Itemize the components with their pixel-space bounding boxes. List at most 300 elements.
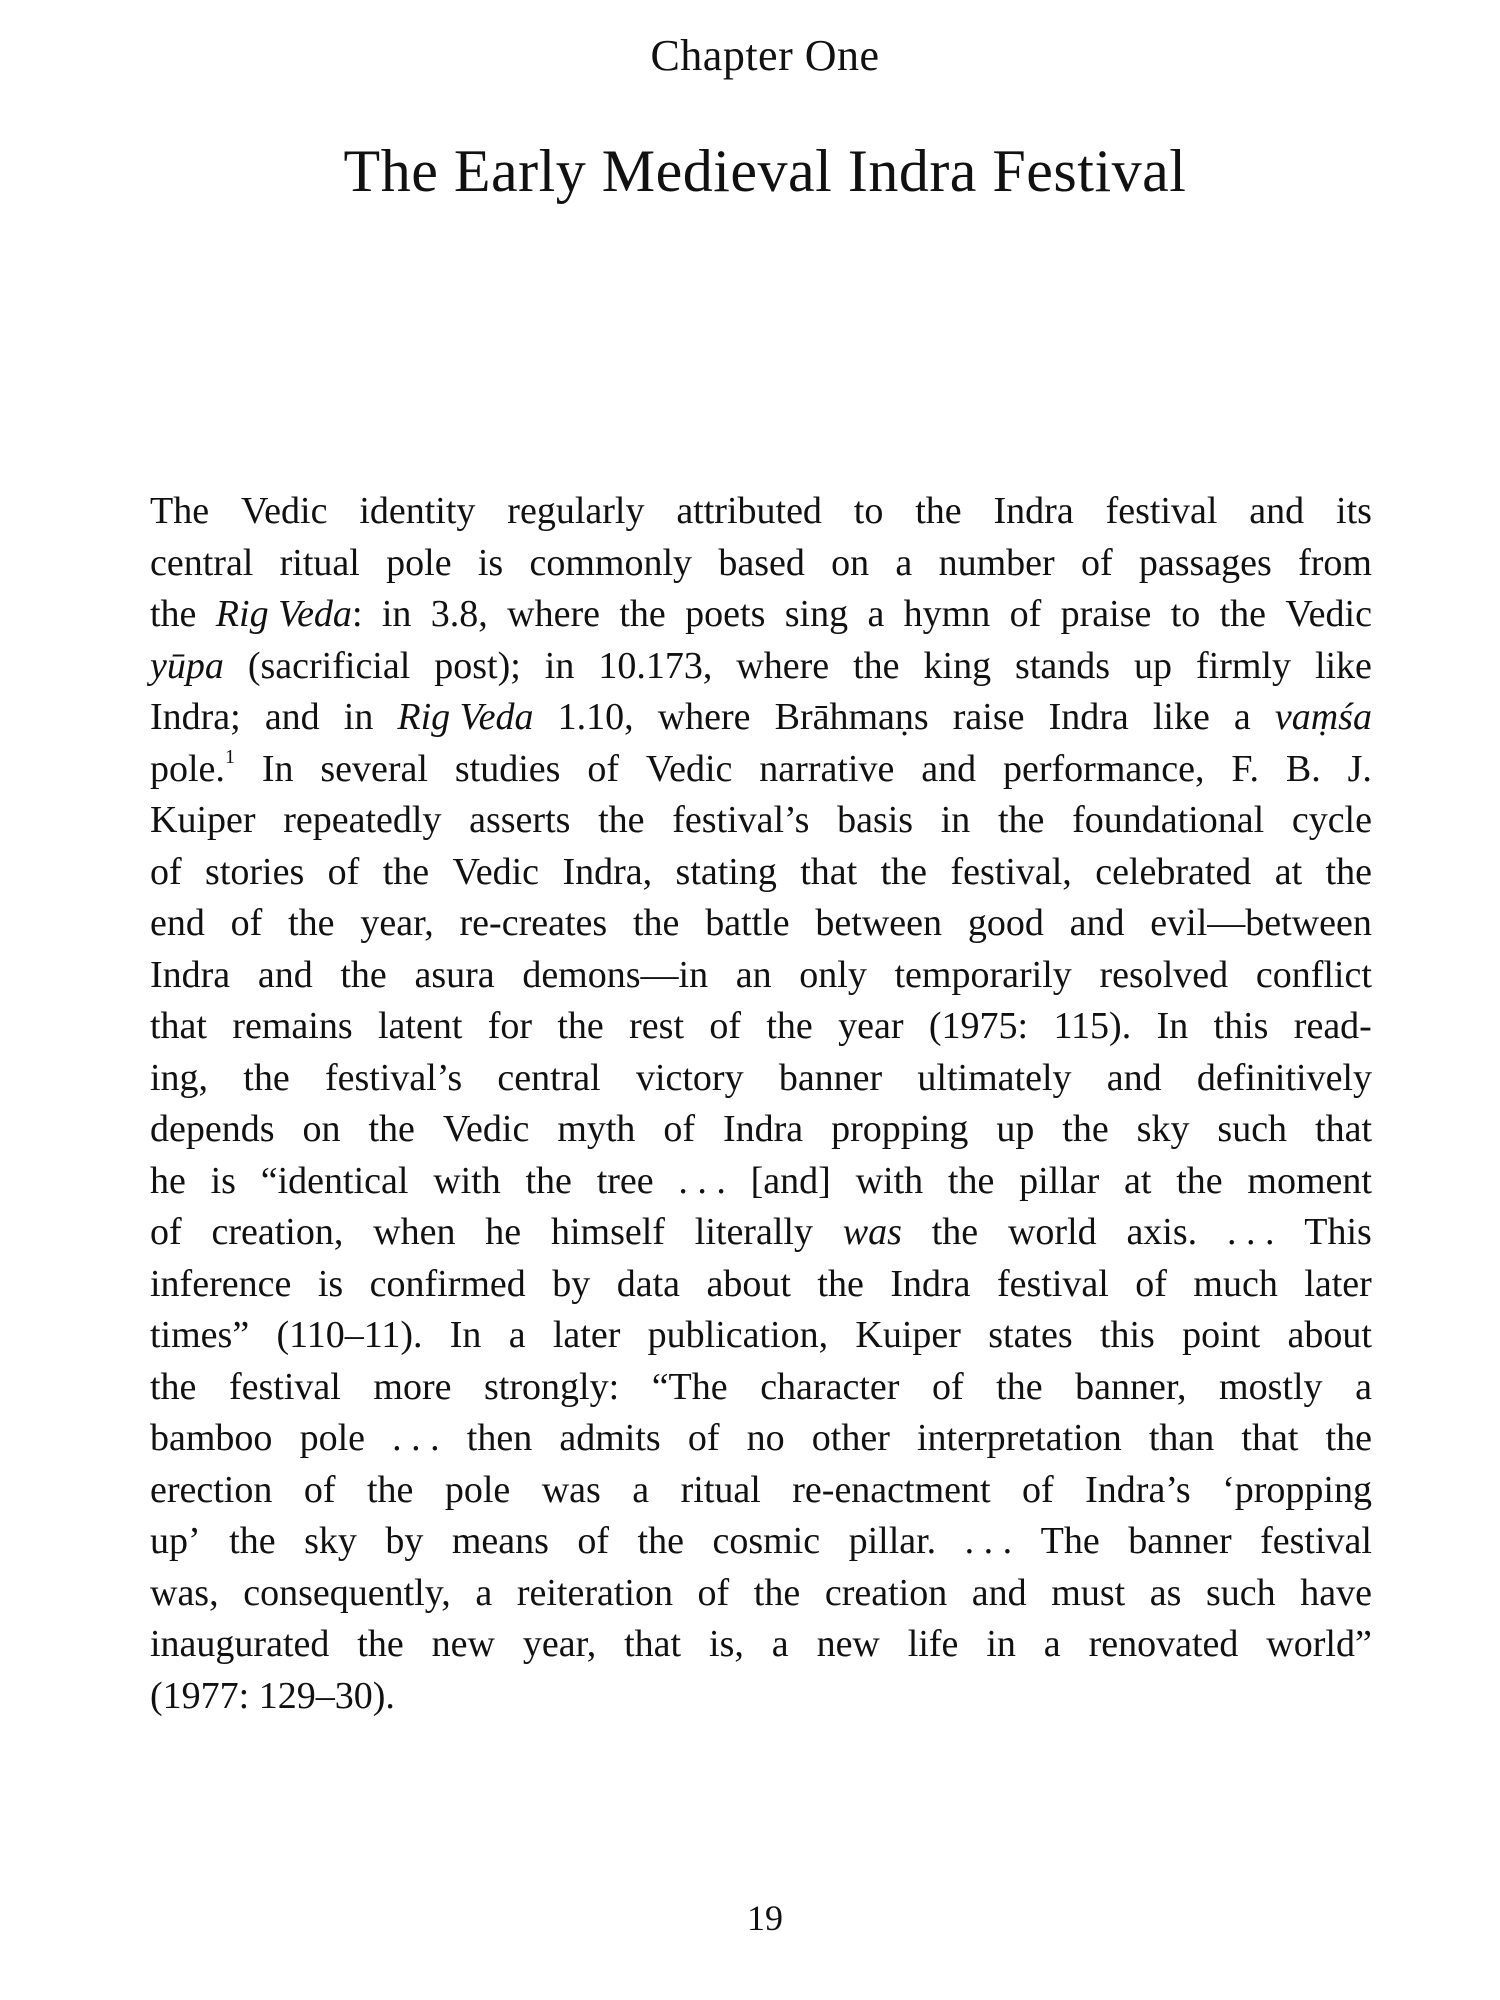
word: of [1135, 1262, 1167, 1305]
word: festival [1105, 490, 1218, 532]
word: the [243, 1056, 290, 1099]
word: that [800, 850, 858, 893]
word: J. [1347, 747, 1372, 790]
word: and [257, 953, 313, 996]
word: later [552, 1314, 621, 1356]
chapter-title: The Early Medieval Indra Festival [343, 138, 1187, 204]
word: studies [454, 747, 561, 790]
word: Indra [723, 1108, 804, 1150]
word: Kuiper [855, 1314, 961, 1356]
word: [and] [750, 1159, 831, 1202]
word: was [541, 1468, 601, 1511]
word: B. [1285, 747, 1321, 790]
word: the [632, 902, 680, 944]
word: 1.10, [557, 696, 634, 738]
word: means [451, 1520, 549, 1562]
word: other [811, 1417, 890, 1459]
word: more [373, 1365, 452, 1408]
word: Vedic [645, 747, 733, 790]
word: the [366, 1468, 414, 1511]
text-line [150, 641, 1372, 693]
word: Vedic [240, 490, 328, 532]
word: states [988, 1314, 1073, 1356]
text-line [150, 1413, 1372, 1465]
word: festival, [950, 850, 1072, 893]
word: The [1040, 1520, 1100, 1562]
word: yūpa [150, 644, 224, 687]
word: Indra; [150, 696, 241, 738]
word: raise [952, 696, 1025, 738]
footnote-reference[interactable]: 1 [224, 745, 235, 768]
word: publication, [647, 1314, 829, 1356]
text-line [150, 1568, 1372, 1620]
word: in [381, 593, 412, 635]
word: and [1106, 1056, 1162, 1099]
word: new [431, 1623, 495, 1665]
word: the [1219, 593, 1267, 635]
word: of [663, 1108, 696, 1150]
word: then [466, 1417, 533, 1459]
word: a [508, 1314, 526, 1356]
word: and [921, 747, 977, 790]
word: myth [557, 1108, 636, 1150]
word: of [687, 1417, 720, 1459]
word: must [1051, 1571, 1126, 1614]
word: like [1152, 696, 1210, 738]
word: creation [824, 1571, 948, 1614]
word: is, [709, 1623, 744, 1665]
word: conflict [1255, 953, 1372, 996]
word: year [838, 1005, 904, 1047]
word: of [150, 1211, 182, 1253]
word: . . . [964, 1520, 1013, 1562]
text-line [150, 589, 1372, 641]
word: ritual [279, 541, 360, 584]
word: the [557, 1005, 604, 1047]
word: demons—in [522, 953, 709, 996]
body-paragraph [150, 486, 1372, 1722]
word: “identical [260, 1159, 409, 1202]
word: consequently, [243, 1571, 451, 1614]
word: (1975: [928, 1005, 1029, 1047]
word: pillar. [848, 1520, 937, 1562]
word: of [327, 850, 360, 893]
word: reiteration [516, 1571, 673, 1614]
text-line [150, 486, 1372, 538]
word: the [382, 850, 430, 893]
word: festival [996, 1262, 1109, 1305]
word: foundational [1072, 799, 1265, 841]
word: no [746, 1417, 785, 1459]
word: . . . [392, 1417, 440, 1459]
word: life [907, 1623, 959, 1665]
word: erection [150, 1468, 273, 1511]
word: 3.8, [430, 593, 488, 635]
word: and [264, 696, 320, 738]
word: the [150, 593, 197, 635]
word: Brāhmaṇs [774, 696, 929, 738]
word: asserts [469, 799, 571, 841]
word: festival’s [672, 799, 810, 841]
word: between [815, 902, 943, 944]
word: the [880, 850, 928, 893]
text-line [150, 847, 1372, 899]
word: mostly [1219, 1365, 1323, 1408]
word: re-enactment [792, 1468, 991, 1511]
word: a [1043, 1623, 1061, 1665]
word: poets [685, 593, 766, 635]
word: of [697, 1571, 730, 1614]
word: The [150, 490, 210, 532]
word: was, [150, 1571, 219, 1614]
word: bamboo [150, 1417, 273, 1459]
text-line [150, 692, 1372, 744]
word: is [210, 1159, 236, 1202]
word: that [1241, 1417, 1299, 1459]
word: basis [837, 799, 914, 841]
word: Indra’s [1085, 1468, 1191, 1511]
word: banner [1128, 1520, 1232, 1562]
word: resolved [1099, 953, 1229, 996]
word: Kuiper [150, 799, 256, 841]
word: asura [414, 953, 495, 996]
word: later [1304, 1262, 1372, 1305]
word: literally [694, 1211, 813, 1253]
word: only [799, 953, 867, 996]
word: central [497, 1056, 601, 1099]
word: cycle [1291, 799, 1372, 841]
word: attributed [676, 490, 822, 532]
word: passages [1138, 541, 1272, 584]
word: tree [596, 1159, 654, 1202]
text-line [150, 1207, 1372, 1259]
word: pole [444, 1468, 511, 1511]
word: the [1062, 1108, 1109, 1150]
word: of [1009, 593, 1042, 635]
word: of [1080, 541, 1113, 584]
word: banner [778, 1056, 883, 1099]
word: stands [1015, 644, 1111, 687]
word: pole.$^1$ [150, 745, 235, 790]
word: the [931, 1211, 979, 1253]
word: the [996, 1365, 1043, 1408]
word: with [433, 1159, 501, 1202]
word: Indra [993, 490, 1074, 532]
word: of [150, 850, 182, 893]
word: in [940, 799, 971, 841]
text-line [150, 1619, 1372, 1671]
word: data [616, 1262, 681, 1305]
word: a [632, 1468, 650, 1511]
word: for [487, 1005, 533, 1047]
word: pillar [1019, 1159, 1100, 1202]
word: in [544, 644, 575, 687]
word: world” [1266, 1623, 1372, 1665]
word: Vedic [442, 1108, 530, 1150]
word: In [449, 1314, 482, 1356]
word: confirmed [369, 1262, 526, 1305]
word: like [1314, 644, 1372, 687]
word: (sacrificial [247, 644, 411, 687]
word: the [368, 1108, 415, 1150]
word: central [150, 541, 254, 584]
word: where [507, 593, 600, 635]
word: vaṃśa [1274, 696, 1372, 738]
word: festival’s [324, 1056, 463, 1099]
word: on [831, 541, 870, 584]
word: (1977: 129–30). [150, 1674, 395, 1717]
word: he [150, 1159, 186, 1202]
word: Indra [1048, 696, 1129, 738]
word: Rig Veda [397, 696, 534, 738]
word: inference [150, 1262, 292, 1305]
word: firmly [1195, 644, 1291, 687]
word: Indra [150, 953, 231, 996]
word: F. [1231, 747, 1259, 790]
word: that [150, 1005, 207, 1047]
word: the [947, 1159, 995, 1202]
word: a [895, 541, 913, 584]
word: up’ [150, 1520, 201, 1562]
word: battle [705, 902, 790, 944]
word: based [718, 541, 805, 584]
word: the [915, 490, 962, 532]
page-number: 19 [747, 1898, 783, 1938]
word: of [931, 1365, 964, 1408]
word: remains [232, 1005, 353, 1047]
word: that [624, 1623, 682, 1665]
word: and [1249, 490, 1305, 532]
word: the [1325, 1417, 1372, 1459]
word: where [657, 696, 751, 738]
word: good [967, 902, 1044, 944]
word: times” [150, 1314, 250, 1356]
word: cosmic [712, 1520, 821, 1562]
word: number [938, 541, 1055, 584]
word: the [288, 902, 335, 944]
text-line [150, 744, 1372, 796]
word: and [1069, 902, 1125, 944]
word: definitively [1196, 1056, 1372, 1099]
word: a [1233, 696, 1251, 738]
text-line [150, 1671, 1372, 1723]
word: this [1213, 1005, 1269, 1047]
word: a [867, 593, 885, 635]
text-line [150, 1104, 1372, 1156]
word: world [1007, 1211, 1097, 1253]
word: 10.173, [598, 644, 713, 687]
word: the [753, 1571, 801, 1614]
word: 115). [1053, 1005, 1132, 1047]
word: pole [299, 1417, 366, 1459]
word: that [1315, 1108, 1372, 1150]
word: as [1149, 1571, 1182, 1614]
word: praise [1060, 593, 1152, 635]
word: was [842, 1211, 902, 1253]
word: the [357, 1623, 404, 1665]
word: ultimately [917, 1056, 1072, 1099]
word: a [475, 1571, 493, 1614]
word: regularly [507, 490, 645, 532]
word: narrative [759, 747, 895, 790]
word: at [1124, 1159, 1152, 1202]
text-line [150, 1310, 1372, 1362]
word: the [150, 1365, 197, 1408]
word: the [619, 593, 666, 635]
word: depends [150, 1108, 275, 1150]
word: Vedic [452, 850, 540, 893]
word: a [1355, 1365, 1372, 1408]
word: himself [550, 1211, 665, 1253]
word: the [766, 1005, 813, 1047]
word: commonly [529, 541, 693, 584]
word: temporarily [894, 953, 1072, 996]
word: where [736, 644, 830, 687]
word: than [1148, 1417, 1215, 1459]
word: when [373, 1211, 456, 1253]
word: Rig Veda: [215, 593, 363, 635]
word: an [735, 953, 772, 996]
word: banner, [1075, 1365, 1187, 1408]
word: the [229, 1520, 276, 1562]
text-line [150, 1362, 1372, 1414]
word: . . . [678, 1159, 726, 1202]
word: is [477, 541, 504, 584]
word: ing, [150, 1056, 209, 1099]
word: and [971, 1571, 1027, 1614]
word: in [986, 1623, 1016, 1665]
word: (110–11). [276, 1314, 423, 1356]
word: strongly: [484, 1365, 620, 1408]
word: on [302, 1108, 341, 1150]
text-line [150, 1001, 1372, 1053]
word: the [1325, 850, 1372, 893]
word: the [637, 1520, 684, 1562]
word: year, [522, 1623, 597, 1665]
word: such [1206, 1571, 1276, 1614]
word: the [525, 1159, 572, 1202]
word: In [261, 747, 294, 790]
word: ‘propping [1222, 1468, 1372, 1511]
text-line [150, 1516, 1372, 1568]
text-line [150, 1156, 1372, 1208]
word: stories [205, 850, 305, 893]
word: the [853, 644, 900, 687]
word: pole [386, 541, 452, 584]
word: sky [1136, 1108, 1190, 1150]
word: festival [228, 1365, 341, 1408]
word: of [709, 1005, 742, 1047]
text-line [150, 1053, 1372, 1105]
word: about [1287, 1314, 1372, 1356]
word: propping [831, 1108, 969, 1150]
word: up [996, 1108, 1035, 1150]
word: new [816, 1623, 880, 1665]
word: renovated [1088, 1623, 1239, 1665]
word: rest [629, 1005, 685, 1047]
word: about [706, 1262, 791, 1305]
word: the [817, 1262, 864, 1305]
word: by [552, 1262, 591, 1305]
word: at [1274, 850, 1303, 893]
word: re-creates [459, 902, 608, 944]
word: point [1182, 1314, 1261, 1356]
word: victory [635, 1056, 744, 1099]
word: sky [304, 1520, 357, 1562]
word: he [485, 1211, 522, 1253]
word: the [598, 799, 645, 841]
word: to [853, 490, 884, 532]
word: end [150, 902, 205, 944]
text-line [150, 898, 1372, 950]
text-line [150, 950, 1372, 1002]
word: post); [434, 644, 521, 687]
word: such [1217, 1108, 1288, 1150]
word: by [385, 1520, 424, 1562]
word: read- [1293, 1005, 1372, 1047]
word: year, [360, 902, 434, 944]
word: of [1022, 1468, 1054, 1511]
word: the [340, 953, 387, 996]
word: interpretation [917, 1417, 1122, 1459]
word: “The [651, 1365, 728, 1408]
word: several [320, 747, 428, 790]
word: hymn [903, 593, 991, 635]
word: Vedic [1285, 593, 1372, 635]
word: in [343, 696, 374, 738]
word: to [1170, 593, 1201, 635]
word: of [303, 1468, 336, 1511]
word: sing [784, 593, 849, 635]
word: of [230, 902, 263, 944]
word: . . . [1226, 1211, 1275, 1253]
word: stating [675, 850, 777, 893]
word: festival [1260, 1520, 1372, 1562]
word: identity [359, 490, 476, 532]
word: In [1156, 1005, 1189, 1047]
text-line [150, 538, 1372, 590]
word: performance, [1002, 747, 1205, 790]
word: repeatedly [283, 799, 442, 841]
word: have [1300, 1571, 1372, 1614]
word: with [855, 1159, 924, 1202]
word: up [1134, 644, 1173, 687]
text-line [150, 1465, 1372, 1517]
word: Indra, [562, 850, 653, 893]
word: this [1099, 1314, 1155, 1356]
word: moment [1247, 1159, 1372, 1202]
word: the [997, 799, 1045, 841]
word: from [1298, 541, 1372, 584]
word: This [1304, 1211, 1372, 1253]
word: its [1336, 490, 1372, 532]
word: admits [559, 1417, 661, 1459]
chapter-label: Chapter One [650, 31, 880, 80]
word: is [317, 1262, 344, 1305]
word: much [1193, 1262, 1278, 1305]
word: axis. [1126, 1211, 1198, 1253]
word: a [771, 1623, 789, 1665]
text-line [150, 795, 1372, 847]
word: the [1176, 1159, 1223, 1202]
word: of [577, 1520, 610, 1562]
word: celebrated [1095, 850, 1252, 893]
text-line [150, 1259, 1372, 1311]
word: inaugurated [150, 1623, 330, 1665]
word: of [587, 747, 619, 790]
word: ritual [680, 1468, 761, 1511]
word: character [760, 1365, 900, 1408]
